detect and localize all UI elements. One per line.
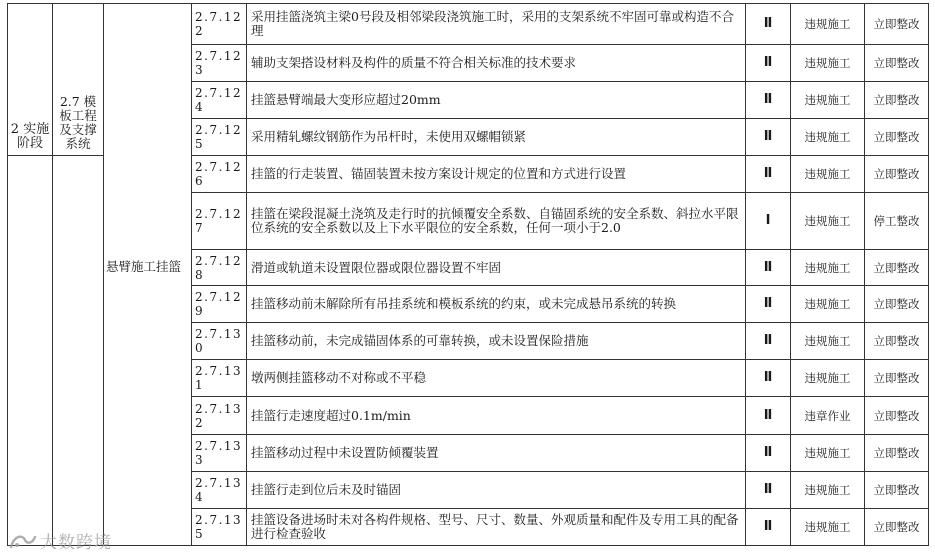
item-code: 2.7.124: [192, 82, 247, 119]
remedy-action: 立即整改: [865, 82, 929, 119]
remedy-action: 立即整改: [865, 360, 929, 397]
item-description: 挂篮移动前未解除所有吊挂系统和模板系统的约束，或未完成悬吊系统的转换: [247, 286, 746, 323]
violation-category: 违规施工: [791, 250, 865, 286]
item-code: 2.7.129: [192, 286, 247, 323]
item-code: 2.7.135: [192, 509, 247, 546]
item-code: 2.7.125: [192, 119, 247, 156]
remedy-action: 立即整改: [865, 472, 929, 509]
watermark: [8, 528, 112, 553]
hazard-table: [7, 3, 929, 546]
item-description: 挂篮行走速度超过0.1m/min: [247, 397, 746, 435]
hazard-level: Ⅱ: [746, 250, 791, 286]
item-code: 2.7.128: [192, 250, 247, 286]
item-code: 2.7.123: [192, 45, 247, 82]
violation-category: 违规施工: [791, 156, 865, 193]
logo-mark-icon: [8, 532, 38, 550]
remedy-action: 立即整改: [865, 119, 929, 156]
hazard-level: Ⅱ: [746, 435, 791, 472]
violation-category: 违规施工: [791, 119, 865, 156]
violation-category: 违规施工: [791, 193, 865, 250]
hazard-level: Ⅱ: [746, 119, 791, 156]
item-description: 墩两侧挂篮移动不对称或不平稳: [247, 360, 746, 397]
item-code: 2.7.131: [192, 360, 247, 397]
item-description: 挂篮悬臂端最大变形应超过20mm: [247, 82, 746, 119]
watermark-text: 大数跨境: [40, 533, 112, 553]
item-description: 挂篮移动过程中未设置防倾覆装置: [247, 435, 746, 472]
item-description: 挂篮在梁段混凝土浇筑及走行时的抗倾覆安全系数、自锚固系统的安全系数、斜拉水平限位系统的安全系数以及上下水平限位的安全系数，任何一项小于2.0: [247, 193, 746, 250]
remedy-action: 立即整改: [865, 250, 929, 286]
item-description: 采用挂篮浇筑主梁0号段及相邻梁段浇筑施工时，采用的支架系统不牢固可靠或构造不合理: [247, 4, 746, 45]
hazard-level: Ⅱ: [746, 156, 791, 193]
violation-category: 违规施工: [791, 323, 865, 360]
violation-category: 违规施工: [791, 509, 865, 546]
remedy-action: 立即整改: [865, 397, 929, 435]
item-description: 挂篮设备进场时未对各构件规格、型号、尺寸、数量、外观质量和配件及专用工具的配备进行检查验收: [247, 509, 746, 546]
violation-category: 违规施工: [791, 472, 865, 509]
remedy-action: 停工整改: [865, 193, 929, 250]
remedy-action: 立即整改: [865, 509, 929, 546]
table-body: [8, 4, 929, 546]
task-cell: 悬臂施工挂篮: [104, 4, 192, 546]
item-description: 辅助支架搭设材料及构件的质量不符合相关标准的技术要求: [247, 45, 746, 82]
item-code: 2.7.127: [192, 193, 247, 250]
violation-category: 违规施工: [791, 4, 865, 45]
hazard-level: Ⅱ: [746, 82, 791, 119]
hazard-level: Ⅱ: [746, 360, 791, 397]
remedy-action: 立即整改: [865, 435, 929, 472]
item-description: 采用精轧螺纹钢筋作为吊杆时，未使用双螺帽锁紧: [247, 119, 746, 156]
hazard-level: Ⅱ: [746, 472, 791, 509]
item-code: 2.7.122: [192, 4, 247, 45]
violation-category: 违章作业: [791, 397, 865, 435]
table-row: [8, 4, 929, 45]
item-description: 挂篮行走到位后未及时锚固: [247, 472, 746, 509]
item-description: 滑道或轨道未设置限位器或限位器设置不牢固: [247, 250, 746, 286]
item-code: 2.7.134: [192, 472, 247, 509]
hazard-level: Ⅱ: [746, 509, 791, 546]
remedy-action: 立即整改: [865, 4, 929, 45]
violation-category: 违规施工: [791, 435, 865, 472]
sub-item-cell: 2.7 模板工程及支撑系统: [53, 4, 104, 156]
hazard-level: Ⅱ: [746, 286, 791, 323]
sub-item-continuation: [53, 156, 104, 546]
item-code: 2.7.133: [192, 435, 247, 472]
violation-category: 违规施工: [791, 45, 865, 82]
item-code: 2.7.130: [192, 323, 247, 360]
violation-category: 违规施工: [791, 82, 865, 119]
item-description: 挂篮的行走装置、锚固装置未按方案设计规定的位置和方式进行设置: [247, 156, 746, 193]
remedy-action: 立即整改: [865, 323, 929, 360]
hazard-level: Ⅱ: [746, 45, 791, 82]
remedy-action: 立即整改: [865, 45, 929, 82]
hazard-level: Ⅱ: [746, 323, 791, 360]
remedy-action: 立即整改: [865, 286, 929, 323]
hazard-level: Ⅱ: [746, 4, 791, 45]
item-code: 2.7.132: [192, 397, 247, 435]
item-code: 2.7.126: [192, 156, 247, 193]
violation-category: 违规施工: [791, 286, 865, 323]
hazard-level: Ⅰ: [746, 193, 791, 250]
violation-category: 违规施工: [791, 360, 865, 397]
remedy-action: 立即整改: [865, 156, 929, 193]
stage-continuation: [8, 156, 53, 546]
stage-cell: 2 实施阶段: [8, 4, 53, 156]
hazard-level: Ⅱ: [746, 397, 791, 435]
item-description: 挂篮移动前，未完成锚固体系的可靠转换，或未设置保险措施: [247, 323, 746, 360]
